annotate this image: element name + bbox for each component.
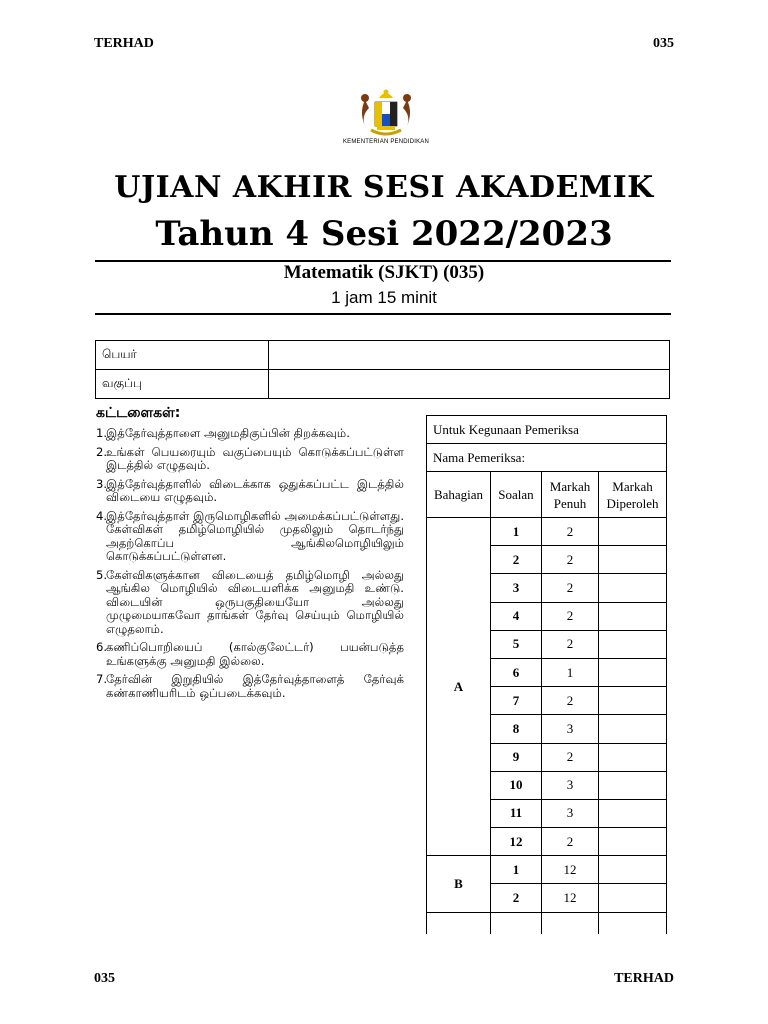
marks-obtained-cell[interactable] xyxy=(599,799,667,827)
instruction-item xyxy=(96,510,404,564)
instruction-text: கேள்விகளுக்கான விடையைத் தமிழ்மொழி அல்லது ஆங்கில மொழியில் விடையளிக்க அனுமதி உண்டு. விடையின் ஒருபகுதியையோ அல்லது முழுமையாகவோ தாங்கள் தேர்வு செய்யும் மொழியில் எழுதலாம். xyxy=(106,567,404,636)
exam-subject: Matematik (SJKT) (035) xyxy=(283,262,485,283)
question-number: 6 xyxy=(491,658,542,686)
full-marks: 3 xyxy=(542,771,599,799)
instructions-list xyxy=(96,427,404,700)
instruction-item xyxy=(96,569,404,637)
instruction-item xyxy=(96,427,404,441)
footer-confidential-label: TERHAD xyxy=(614,971,674,986)
marks-obtained-cell[interactable] xyxy=(599,546,667,574)
exam-title: UJIAN AKHIR SESI AKADEMIK xyxy=(114,170,654,205)
question-number: 9 xyxy=(491,743,542,771)
marks-obtained-cell[interactable] xyxy=(599,743,667,771)
full-marks: 2 xyxy=(542,546,599,574)
instruction-number: 7. xyxy=(96,672,108,686)
question-number: 1 xyxy=(491,856,542,884)
table-row-continued xyxy=(427,912,667,934)
instruction-number: 6. xyxy=(96,640,108,654)
instruction-text: தேர்வின் இறுதியில் இத்தேர்வுத்தாளைத் தேர்வுக் கண்காணியரிடம் ஒப்படைக்கவும். xyxy=(106,672,404,700)
class-label: வகுப்பு xyxy=(96,370,269,399)
instruction-text: இத்தேர்வுத்தாளை அனுமதிகுப்பின் திறக்கவும். xyxy=(106,426,350,440)
question-number: 2 xyxy=(491,884,542,912)
marks-obtained-cell[interactable] xyxy=(599,828,667,856)
instruction-number: 2. xyxy=(96,444,108,459)
examiner-table xyxy=(426,415,667,934)
exam-year-session: Tahun 4 Sesi 2022/2023 xyxy=(155,214,613,254)
empty-cell xyxy=(542,912,599,934)
exam-duration: 1 jam 15 minit xyxy=(331,288,437,307)
empty-cell xyxy=(427,912,491,934)
question-number: 2 xyxy=(491,546,542,574)
header-section: Bahagian xyxy=(427,472,491,518)
marks-obtained-cell[interactable] xyxy=(599,658,667,686)
header-question: Soalan xyxy=(491,472,542,518)
instruction-text: கணிப்பொறியைப் (கால்குலேட்டர்) பயன்படுத்த உங்களுக்கு அனுமதி இல்லை. xyxy=(106,640,404,668)
instructions-title: கட்டளைகள்: xyxy=(96,405,181,421)
full-marks: 2 xyxy=(542,743,599,771)
marks-obtained-cell[interactable] xyxy=(599,574,667,602)
name-label: பெயர் xyxy=(96,341,269,370)
marks-obtained-cell[interactable] xyxy=(599,771,667,799)
marks-obtained-cell[interactable] xyxy=(599,715,667,743)
full-marks: 2 xyxy=(542,828,599,856)
instruction-item xyxy=(96,478,404,505)
section-label: B xyxy=(427,856,491,912)
empty-cell xyxy=(599,912,667,934)
question-number: 3 xyxy=(491,574,542,602)
instruction-number: 5. xyxy=(96,567,108,582)
header-marks-obtained: Markah Diperoleh xyxy=(599,472,667,518)
question-number: 7 xyxy=(491,687,542,715)
instruction-number: 3. xyxy=(96,476,108,491)
instruction-item xyxy=(96,673,404,700)
instruction-text: உங்கள் பெயரையும் வகுப்பையும் கொடுக்கப்பட்டுள்ள இடத்தில் எழுதவும். xyxy=(106,444,404,472)
examiner-name-label: Nama Pemeriksa: xyxy=(427,444,667,472)
crest-caption: KEMENTERIAN PENDIDIKAN xyxy=(342,139,430,145)
instructions xyxy=(96,405,404,705)
full-marks: 2 xyxy=(542,518,599,546)
marks-obtained-cell[interactable] xyxy=(599,884,667,912)
marks-obtained-cell[interactable] xyxy=(599,602,667,630)
header-confidential-label: TERHAD xyxy=(94,36,154,51)
marks-obtained-cell[interactable] xyxy=(599,630,667,658)
full-marks: 3 xyxy=(542,715,599,743)
header-paper-code: 035 xyxy=(653,36,674,51)
empty-cell xyxy=(491,912,542,934)
class-field[interactable] xyxy=(269,370,670,399)
marks-obtained-cell[interactable] xyxy=(599,518,667,546)
full-marks: 12 xyxy=(542,884,599,912)
question-number: 8 xyxy=(491,715,542,743)
question-number: 10 xyxy=(491,771,542,799)
marks-obtained-cell[interactable] xyxy=(599,856,667,884)
question-number: 1 xyxy=(491,518,542,546)
table-row xyxy=(427,856,667,884)
crest-emblem-icon xyxy=(351,86,421,138)
question-number: 5 xyxy=(491,630,542,658)
question-number: 12 xyxy=(491,828,542,856)
ministry-crest xyxy=(336,86,436,150)
instruction-text: இத்தேர்வுத்தாள் இருமொழிகளில் அமைக்கப்பட்டுள்ளது. கேள்விகள் தமிழ்மொழியில் முதலிலும் தொடர்ந்து அதற்கொப்ப ஆங்கிலமொழியிலும் கொடுக்கப்பட்டுள்ளன. xyxy=(106,508,404,563)
full-marks: 12 xyxy=(542,856,599,884)
instruction-text: இத்தேர்வுத்தாளில் விடைக்காக ஒதுக்கப்பட்ட இடத்தில் விடையை எழுதவும். xyxy=(106,476,404,504)
full-marks: 1 xyxy=(542,658,599,686)
name-field[interactable] xyxy=(269,341,670,370)
question-number: 4 xyxy=(491,602,542,630)
title-divider-bottom xyxy=(95,313,671,315)
section-label: A xyxy=(427,518,491,856)
instruction-number: 4. xyxy=(96,508,108,523)
candidate-info-table xyxy=(95,340,670,399)
marks-obtained-cell[interactable] xyxy=(599,687,667,715)
examiner-table-title: Untuk Kegunaan Pemeriksa xyxy=(427,416,667,444)
full-marks: 3 xyxy=(542,799,599,827)
full-marks: 2 xyxy=(542,574,599,602)
instruction-item xyxy=(96,446,404,473)
footer-paper-code: 035 xyxy=(94,971,115,986)
full-marks: 2 xyxy=(542,687,599,715)
header-full-marks: Markah Penuh xyxy=(542,472,599,518)
instruction-item xyxy=(96,641,404,668)
table-row xyxy=(427,518,667,546)
full-marks: 2 xyxy=(542,630,599,658)
instruction-number: 1. xyxy=(96,426,108,440)
full-marks: 2 xyxy=(542,602,599,630)
question-number: 11 xyxy=(491,799,542,827)
